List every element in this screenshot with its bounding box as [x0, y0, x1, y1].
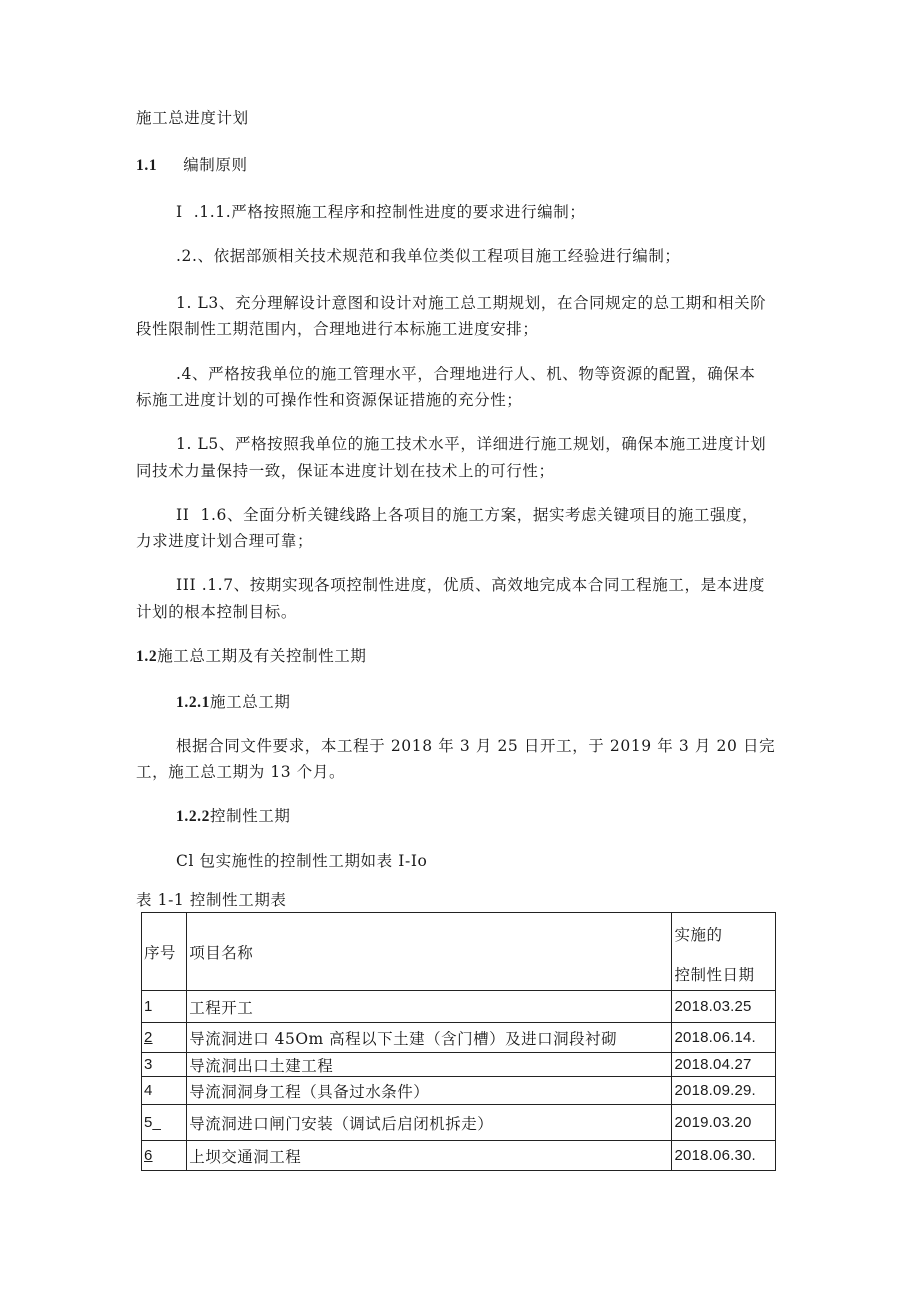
control-schedule-table — [141, 912, 776, 1171]
paragraph-principle-7-line1: III .1.7、按期实现各项控制性进度，优质、高效地完成本合同工程施工，是本进度 — [176, 576, 765, 594]
section-heading-1-2 — [136, 646, 367, 667]
paragraph-principle-2: .2.、依据部颁相关技术规范和我单位类似工程项目施工经验进行编制； — [176, 247, 681, 265]
section-number: 1.2 — [136, 648, 158, 665]
row-date: 2018.04.27 — [672, 1053, 776, 1077]
subsection-number: 1.2.2 — [176, 808, 210, 825]
row-no: 2 — [142, 1023, 187, 1053]
paragraph-principle-5-line1: 1. L5、严格按照我单位的施工技术水平，详细进行施工规划，确保本施工进度计划 — [176, 435, 767, 453]
section-number: 1.1 — [136, 157, 158, 174]
paragraph-principle-5-line2: 同技术力量保持一致，保证本进度计划在技术上的可行性； — [136, 462, 555, 480]
row-no: 6 — [142, 1141, 187, 1171]
header-cell-date — [672, 913, 776, 991]
row-date: 2018.06.14. — [672, 1023, 776, 1053]
header-date-top: 实施的 — [674, 926, 723, 944]
table-row — [142, 1053, 776, 1077]
table-header-row — [142, 913, 776, 991]
row-no: 1 — [142, 991, 187, 1023]
subsection-heading-1-2-1 — [176, 692, 291, 713]
header-cell-name: 项目名称 — [187, 913, 672, 991]
table-row — [142, 1023, 776, 1053]
paragraph-principle-4-line2: 标施工进度计划的可操作性和资源保证措施的充分性； — [136, 391, 523, 409]
paragraph-principle-7-line2: 计划的根本控制目标。 — [136, 603, 298, 621]
row-name: 导流洞进口闸门安装（调试后启闭机拆走） — [187, 1105, 672, 1141]
table-row — [142, 1105, 776, 1141]
paragraph-total-duration-line2: 工，施工总工期为 13 个月。 — [136, 763, 346, 781]
table-caption: 表 1-1 控制性工期表 — [136, 891, 287, 909]
paragraph-principle-4-line1: .4、严格按我单位的施工管理水平，合理地进行人、机、物等资源的配置，确保本 — [176, 365, 756, 383]
row-name: 导流洞进口 45Om 高程以下土建（含门槽）及进口洞段衬砌 — [187, 1023, 672, 1053]
paragraph-principle-3-line1: 1. L3、充分理解设计意图和设计对施工总工期规划，在合同规定的总工期和相关阶 — [176, 294, 767, 312]
row-name: 工程开工 — [187, 991, 672, 1023]
paragraph-principle-6-line1: II 1.6、全面分析关键线路上各项目的施工方案，据实考虑关键项目的施工强度， — [176, 506, 759, 524]
subsection-number: 1.2.1 — [176, 694, 210, 711]
table-row — [142, 991, 776, 1023]
subsection-title: 控制性工期 — [210, 807, 291, 825]
row-no: 3 — [142, 1053, 187, 1077]
row-date: 2018.09.29. — [672, 1077, 776, 1105]
subsection-title: 施工总工期 — [210, 693, 291, 711]
table-row — [142, 1141, 776, 1171]
header-cell-no: 序号 — [142, 913, 187, 991]
subsection-heading-1-2-2 — [176, 806, 291, 827]
row-no: 5_ — [142, 1105, 187, 1141]
section-title: 编制原则 — [183, 156, 248, 174]
table-row — [142, 1077, 776, 1105]
paragraph-table-reference: Cl 包实施性的控制性工期如表 I-Io — [176, 852, 428, 870]
paragraph-total-duration-line1: 根据合同文件要求，本工程于 2018 年 3 月 25 日开工，于 2019 年 3 月 20 日完 — [176, 737, 776, 755]
section-heading-1-1 — [136, 155, 248, 176]
section-title: 施工总工期及有关控制性工期 — [157, 647, 367, 665]
row-name: 导流洞洞身工程（具备过水条件） — [187, 1077, 672, 1105]
header-date-bottom: 控制性日期 — [674, 966, 755, 984]
row-date: 2018.06.30. — [672, 1141, 776, 1171]
row-name: 上坝交通洞工程 — [187, 1141, 672, 1171]
paragraph-principle-3-line2: 段性限制性工期范围内，合理地进行本标施工进度安排； — [136, 320, 539, 338]
row-no: 4 — [142, 1077, 187, 1105]
paragraph-principle-6-line2: 力求进度计划合理可靠； — [136, 532, 314, 550]
paragraph-principle-1: I .1.1.严格按照施工程序和控制性进度的要求进行编制； — [176, 203, 586, 221]
row-name: 导流洞出口土建工程 — [187, 1053, 672, 1077]
row-date: 2019.03.20 — [672, 1105, 776, 1141]
row-date: 2018.03.25 — [672, 991, 776, 1023]
document-title: 施工总进度计划 — [136, 109, 249, 127]
